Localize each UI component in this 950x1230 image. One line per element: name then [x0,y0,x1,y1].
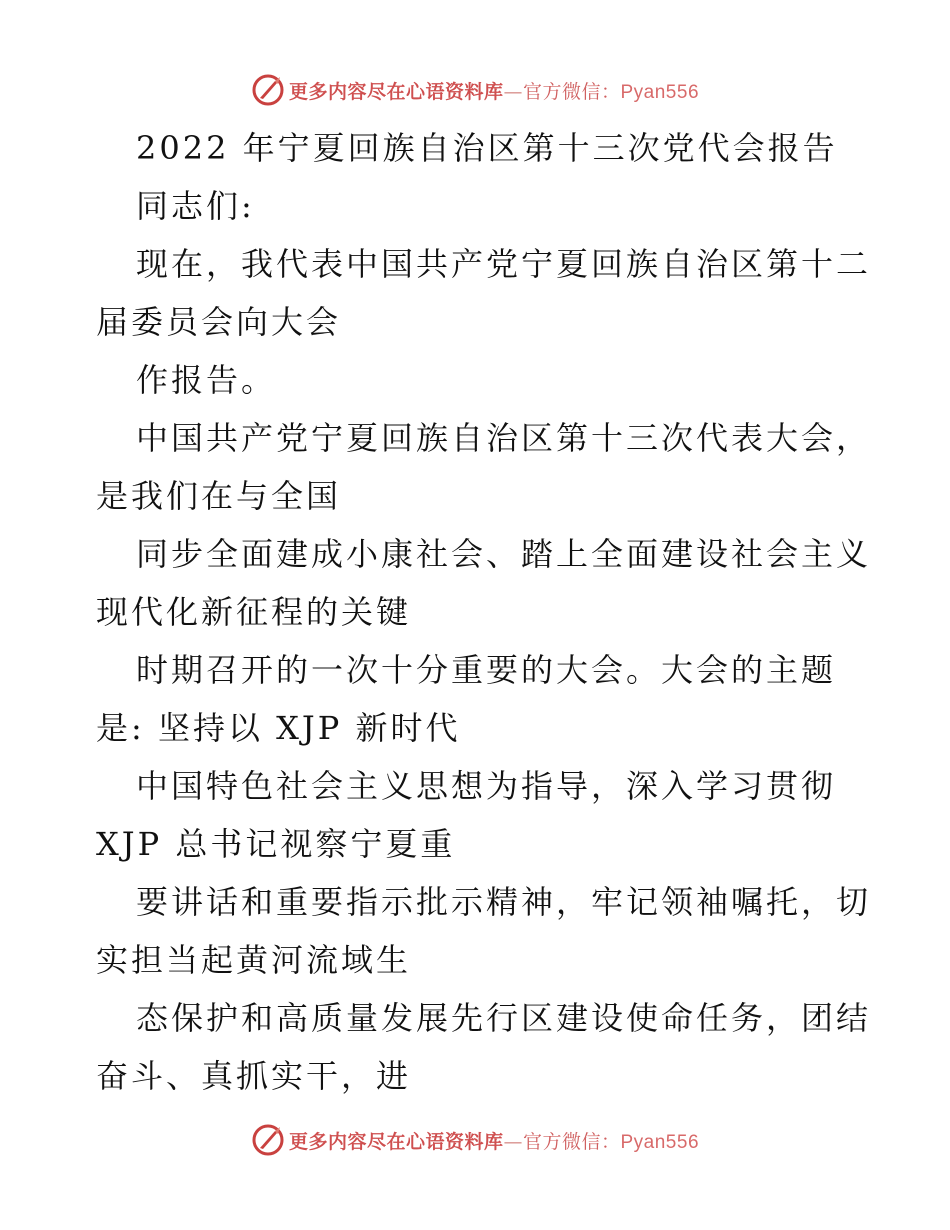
document-line: 现代化新征程的关键 [96,593,412,631]
document-line: 中国共产党宁夏回族自治区第十三次代表大会， [136,419,872,457]
document-line: 时期召开的一次十分重要的大会。大会的主题 [136,651,837,689]
feather-pen-logo-icon [251,73,285,107]
document-line: 奋斗、真抓实干，进 [96,1057,412,1095]
feather-pen-logo-icon [251,1123,285,1157]
header-watermark [0,70,950,110]
document-line: 同步全面建成小康社会、踏上全面建设社会主义 [136,535,872,573]
document-line: 是我们在与全国 [96,477,342,515]
document-line: 作报告。 [136,361,277,399]
watermark-text: 更多内容尽在心语资料库—官方微信：Pyan556 [288,80,700,103]
document-line: 同志们: [136,187,255,225]
document-line: 实担当起黄河流域生 [96,941,412,979]
document-line: 届委员会向大会 [96,303,342,341]
document-line: 要讲话和重要指示批示精神，牢记领袖嘱托，切 [136,883,872,921]
watermark-text: 更多内容尽在心语资料库—官方微信：Pyan556 [288,1130,700,1153]
footer-watermark [0,1120,950,1160]
document-body [96,119,872,1105]
document-line: 现在，我代表中国共产党宁夏回族自治区第十二 [136,245,872,283]
document-line: 2022 年宁夏回族自治区第十三次党代会报告 [136,129,838,167]
document-line: 是: 坚持以 XJP 新时代 [96,709,461,747]
document-line: XJP 总书记视察宁夏重 [96,825,456,863]
document-line: 态保护和高质量发展先行区建设使命任务，团结 [136,999,872,1037]
document-line: 中国特色社会主义思想为指导，深入学习贯彻 [136,767,837,805]
